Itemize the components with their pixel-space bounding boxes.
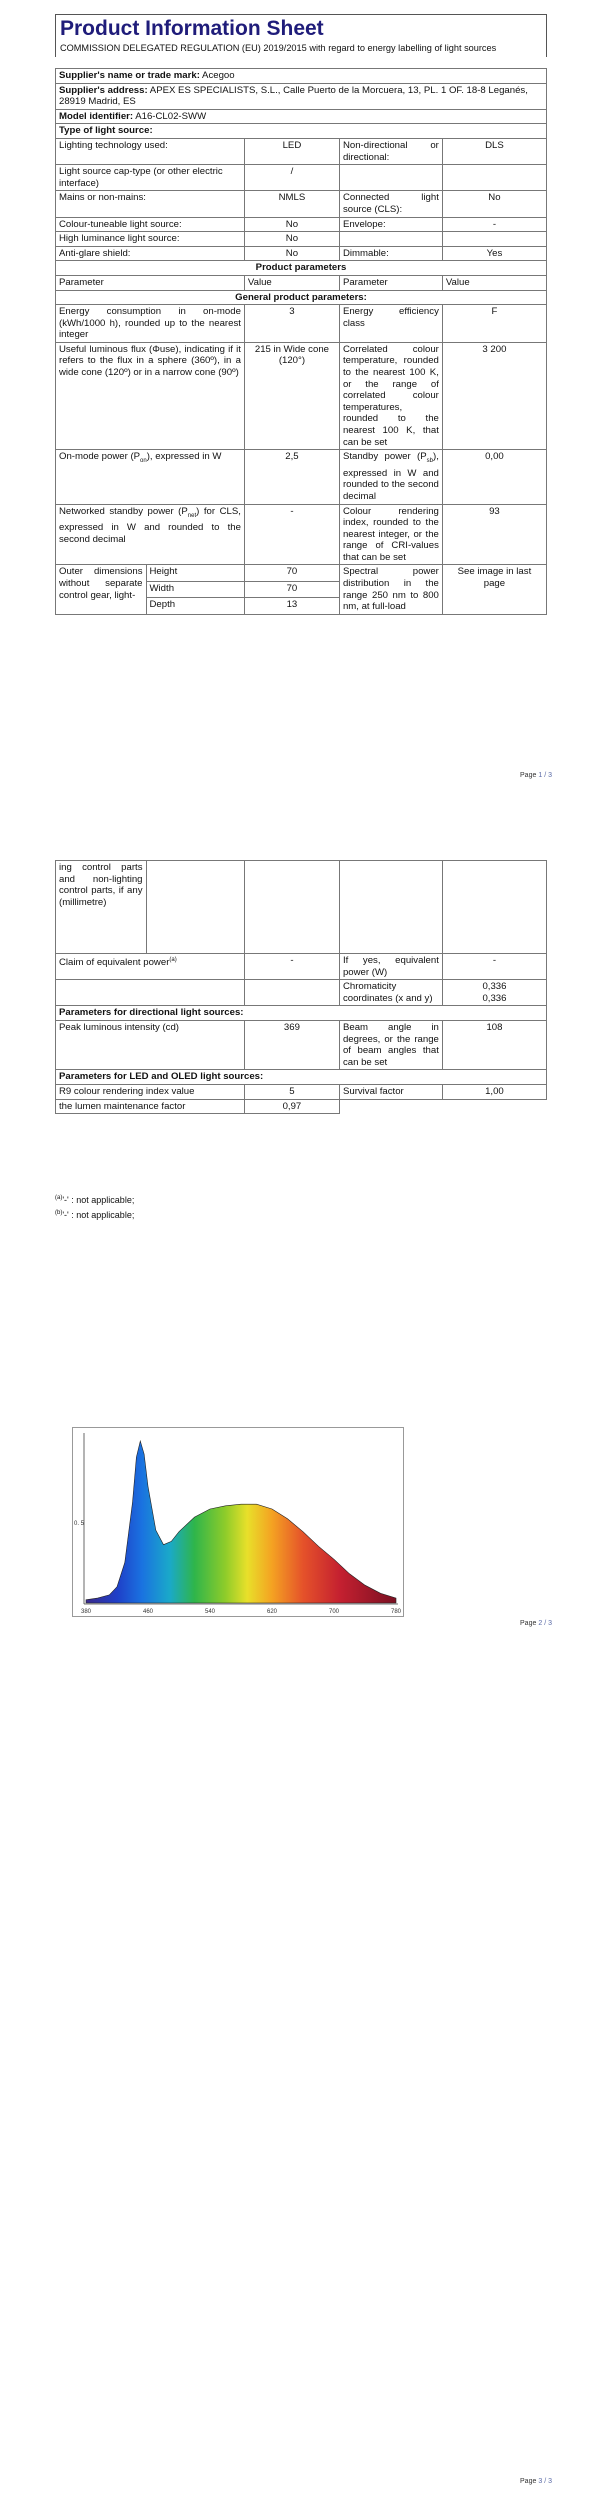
label-sub: net <box>187 512 197 519</box>
supplier-name-label: Supplier's name or trade mark: <box>59 70 200 81</box>
equivalent-power-label <box>56 954 245 980</box>
luminous-flux-value: 215 in Wide cone (120°) <box>244 342 339 449</box>
cct-label: Correlated colour temperature, rounded to the nearest 100 K, or the range of correlated colour temperatures, rounded to the nearest 100 K, that can be set <box>339 342 442 449</box>
table-row <box>56 165 547 191</box>
chroma-y: 0,336 <box>482 992 507 1004</box>
label-text: Standby power (P <box>342 451 427 463</box>
beam-angle-label: Beam angle in degrees, or the range of beam angles that can be set <box>339 1020 442 1069</box>
row-label-2: Non-directional or directional: <box>339 138 442 164</box>
depth-value: 13 <box>244 598 339 614</box>
col-value-2: Value <box>442 275 546 290</box>
row-label: Colour-tuneable light source: <box>56 217 245 232</box>
onmode-power-value: 2,5 <box>244 450 339 504</box>
footnote-mark: (b) <box>55 1210 63 1216</box>
label-text: Claim of equivalent power <box>59 957 170 969</box>
x-tick-label: 540 <box>205 1609 216 1615</box>
regulation-text: COMMISSION DELEGATED REGULATION (EU) 2019/2015 with regard to energy labelling of light sources <box>60 43 497 53</box>
row-label-2: Connected light source (CLS): <box>339 191 442 217</box>
light-source-type-heading-row <box>56 124 547 139</box>
r9-label: R9 colour rendering index value <box>56 1084 245 1099</box>
table-row <box>56 861 547 954</box>
dimensions-label-cont: ing control parts and non-lighting control parts, if any (millimetre) <box>56 861 147 954</box>
standby-power-value: 0,00 <box>442 450 546 504</box>
directional-heading-row <box>56 1006 547 1021</box>
beam-angle-value: 108 <box>442 1020 546 1069</box>
general-parameters-heading: General product parameters: <box>56 290 547 305</box>
row-value-2: - <box>442 217 546 232</box>
r9-value: 5 <box>244 1084 339 1099</box>
energy-efficiency-label: Energy efficiency class <box>339 305 442 343</box>
label-text: On-mode power (P <box>59 451 141 463</box>
footnote-mark: (a) <box>55 1195 63 1201</box>
page-word: Page <box>520 2478 537 2485</box>
table-row <box>56 191 547 217</box>
supplier-name-value: Acegoo <box>202 70 235 81</box>
cri-label: Colour rendering index, rounded to the nearest integer, or the range of CRI-values that can be set <box>339 504 442 565</box>
col-parameter-2: Parameter <box>339 275 442 290</box>
lumen-maintenance-label: the lumen maintenance factor <box>56 1099 245 1114</box>
footnote-a <box>55 1192 134 1207</box>
page-number <box>520 772 552 779</box>
onmode-power-label <box>56 450 245 504</box>
model-identifier-value: A16-CL02-SWW <box>135 110 207 122</box>
survival-label: Survival factor <box>339 1084 442 1099</box>
row-value-2: Yes <box>442 246 546 261</box>
table-row <box>56 1099 547 1114</box>
page-word: Page <box>520 1620 537 1627</box>
info-table-part-2 <box>55 860 547 1114</box>
table-row <box>56 305 547 343</box>
lumen-maintenance-value: 0,97 <box>244 1099 339 1114</box>
table-row <box>56 232 547 247</box>
ifyes-value: - <box>442 954 546 980</box>
depth-label: Depth <box>146 598 244 614</box>
height-value: 70 <box>244 565 339 581</box>
table-row <box>56 954 547 980</box>
label-text: ), expressed in W <box>146 451 222 463</box>
footnote-b <box>55 1207 134 1222</box>
page-current: 1 <box>538 772 543 779</box>
product-parameters-heading-row <box>56 261 547 276</box>
row-value: No <box>244 217 339 232</box>
page-title: Product Information Sheet <box>60 17 324 40</box>
col-value: Value <box>244 275 339 290</box>
energy-consumption-label: Energy consumption in on-mode (kWh/1000 h), rounded up to the nearest integer <box>56 305 245 343</box>
page-current: 2 <box>538 1620 543 1627</box>
row-value: No <box>244 246 339 261</box>
x-tick-label: 780 <box>391 1609 402 1615</box>
cri-value: 93 <box>442 504 546 565</box>
supplier-address-row <box>56 83 547 109</box>
width-value: 70 <box>244 581 339 597</box>
row-value: NMLS <box>244 191 339 217</box>
row-label: Lighting technology used: <box>56 138 245 164</box>
chromaticity-value <box>442 980 546 1006</box>
label-text: Networked standby power (P <box>59 505 188 517</box>
label-text: ) for CLS, expressed in W and rounded to the second decimal <box>59 505 241 545</box>
row-label: Anti-glare shield: <box>56 246 245 261</box>
page-sep: / <box>544 1620 547 1627</box>
page-current: 3 <box>538 2478 543 2485</box>
x-tick-label: 460 <box>143 1609 154 1615</box>
row-value-2 <box>442 232 546 247</box>
info-table-part-1 <box>55 68 547 615</box>
label-sub: on <box>140 458 147 465</box>
spectral-label: Spectral power distribution in the range 250 nm to 800 nm, at full-load <box>339 565 442 614</box>
supplier-address-label: Supplier's address: <box>59 84 148 96</box>
table-row <box>56 504 547 565</box>
spectral-value: See image in last page <box>442 565 546 614</box>
row-value: LED <box>244 138 339 164</box>
row-value: No <box>244 232 339 247</box>
networked-standby-label <box>56 504 245 565</box>
table-row <box>56 450 547 504</box>
led-heading: Parameters for LED and OLED light sources: <box>56 1070 547 1085</box>
row-label-2: Envelope: <box>339 217 442 232</box>
row-value-2: DLS <box>442 138 546 164</box>
equivalent-power-value: - <box>244 954 339 980</box>
dimensions-label: Outer dimensions without separate control gear, light- <box>56 565 147 614</box>
model-identifier-label: Model identifier: <box>59 110 134 122</box>
x-tick-label: 700 <box>329 1609 340 1615</box>
width-label: Width <box>146 581 244 597</box>
cct-value: 3 200 <box>442 342 546 449</box>
page-1 <box>0 0 596 790</box>
table-row <box>56 342 547 449</box>
peak-intensity-value: 369 <box>244 1020 339 1069</box>
table-row <box>56 565 547 581</box>
survival-value: 1,00 <box>442 1084 546 1099</box>
luminous-flux-label: Useful luminous flux (Φuse), indicating if it refers to the flux in a sphere (360º), in a wide cone (120º) or in a narrow cone (90º) <box>56 342 245 449</box>
row-label: Mains or non-mains: <box>56 191 245 217</box>
row-label-2: Dimmable: <box>339 246 442 261</box>
page-total: 3 <box>548 772 552 779</box>
page-sep: / <box>544 772 547 779</box>
row-label: High luminance light source: <box>56 232 245 247</box>
footnotes <box>55 1192 134 1222</box>
x-tick-label: 620 <box>267 1609 278 1615</box>
x-tick-label: 380 <box>81 1609 92 1615</box>
page-total: 3 <box>548 2478 552 2485</box>
row-value: / <box>244 165 339 191</box>
table-row <box>56 980 547 1006</box>
table-row <box>56 1020 547 1069</box>
standby-power-label <box>339 450 442 504</box>
model-identifier-row <box>56 109 547 124</box>
sheet-header <box>55 14 547 57</box>
chromaticity-label: Chromaticity coordinates (x and y) <box>339 980 442 1006</box>
row-label-2 <box>339 165 442 191</box>
table-row <box>56 217 547 232</box>
chroma-x: 0,336 <box>482 981 507 993</box>
row-value-2: No <box>442 191 546 217</box>
table-row <box>56 246 547 261</box>
row-value-2 <box>442 165 546 191</box>
page-sep: / <box>544 2478 547 2485</box>
page-number <box>520 1620 552 1627</box>
supplier-address-value: APEX ES SPECIALISTS, S.L., Calle Puerto de la Morcuera, 13, PL. 1 OF. 18-8 Leganés, 28919 Madrid, ES <box>59 84 528 108</box>
directional-heading: Parameters for directional light sources: <box>56 1006 547 1021</box>
page-number <box>520 2478 552 2485</box>
networked-standby-value: - <box>244 504 339 565</box>
energy-consumption-value: 3 <box>244 305 339 343</box>
row-label: Light source cap-type (or other electric interface) <box>56 165 245 191</box>
y-tick-label: 0. 5 <box>74 1521 85 1527</box>
led-heading-row <box>56 1070 547 1085</box>
label-sub: sb <box>426 458 433 465</box>
energy-efficiency-value: F <box>442 305 546 343</box>
page-word: Page <box>520 772 537 779</box>
table-row <box>56 138 547 164</box>
page-3 <box>0 1660 596 2510</box>
light-source-type-heading: Type of light source: <box>56 124 547 139</box>
page-total: 3 <box>548 1620 552 1627</box>
spectral-distribution-image <box>72 1427 404 1617</box>
label-text: ), expressed in W and rounded to the second decimal <box>342 451 439 502</box>
col-parameter: Parameter <box>56 275 245 290</box>
product-parameters-heading: Product parameters <box>56 261 547 276</box>
row-label-2 <box>339 232 442 247</box>
ifyes-label: If yes, equivalent power (W) <box>339 954 442 980</box>
footnote-text: '-' : not applicable; <box>62 1210 135 1220</box>
height-label: Height <box>146 565 244 581</box>
footnote-mark: (a) <box>169 957 177 963</box>
peak-intensity-label: Peak luminous intensity (cd) <box>56 1020 245 1069</box>
footnote-text: '-' : not applicable; <box>62 1195 135 1205</box>
general-parameters-heading-row <box>56 290 547 305</box>
table-row <box>56 1084 547 1099</box>
supplier-name-row <box>56 69 547 84</box>
column-header-row <box>56 275 547 290</box>
